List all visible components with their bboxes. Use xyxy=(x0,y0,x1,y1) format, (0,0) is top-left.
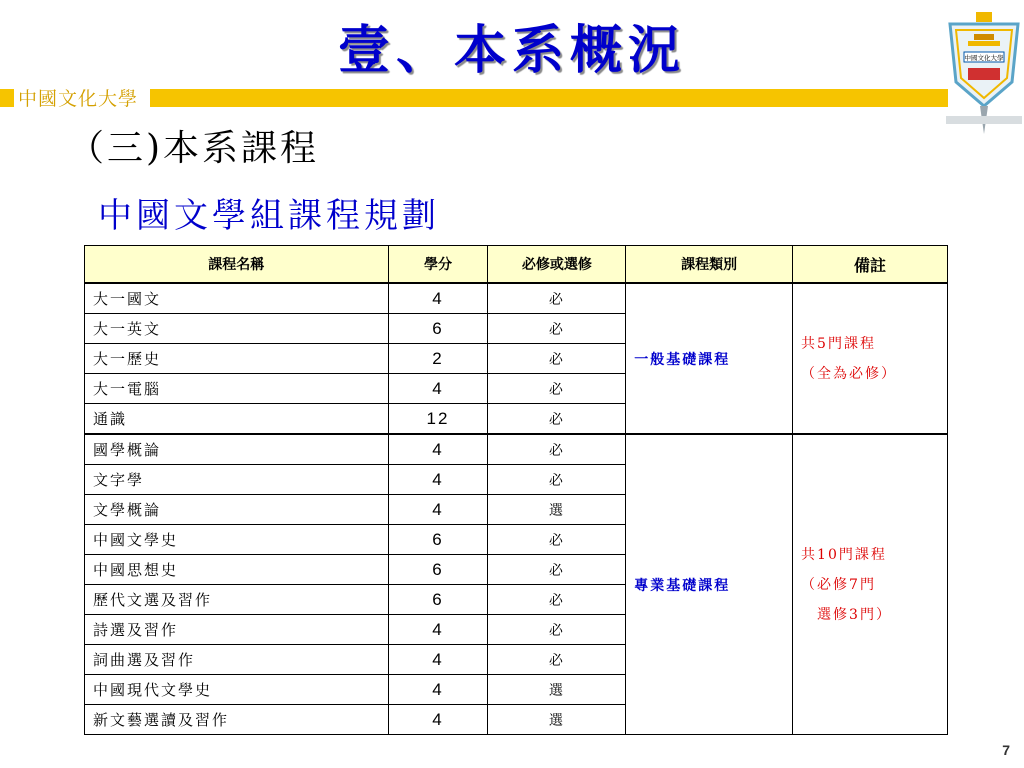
slide-title: 壹、本系概況 xyxy=(337,20,686,81)
header-required-elective: 必修或選修 xyxy=(488,246,626,284)
course-name: 中國文學史 xyxy=(85,525,389,555)
course-credits: 4 xyxy=(388,705,488,735)
course-credits: 4 xyxy=(388,675,488,705)
course-required: 必 xyxy=(488,645,626,675)
table-header-row xyxy=(85,246,948,284)
course-credits: 2 xyxy=(388,344,488,374)
category-notes xyxy=(793,283,948,434)
course-required: 選 xyxy=(488,495,626,525)
category-notes xyxy=(793,434,948,735)
header-notes: 備註 xyxy=(793,246,948,284)
header-category: 課程類別 xyxy=(626,246,793,284)
table-row xyxy=(85,434,948,465)
note-line: （必修7門 xyxy=(801,576,876,593)
course-credits: 4 xyxy=(388,434,488,465)
course-name: 大一英文 xyxy=(85,314,389,344)
note-line: （全為必修） xyxy=(801,365,898,382)
course-name: 大一電腦 xyxy=(85,374,389,404)
course-category: 專業基礎課程 xyxy=(626,434,793,735)
course-credits: 4 xyxy=(388,495,488,525)
course-credits: 6 xyxy=(388,555,488,585)
course-credits: 6 xyxy=(388,585,488,615)
course-required: 必 xyxy=(488,314,626,344)
section-title: 中國文學組課程規劃 xyxy=(98,196,440,236)
course-category: 一般基礎課程 xyxy=(626,283,793,434)
course-table xyxy=(84,245,948,735)
course-required: 選 xyxy=(488,705,626,735)
course-required: 必 xyxy=(488,374,626,404)
course-name: 新文藝選讀及習作 xyxy=(85,705,389,735)
header-band-right xyxy=(150,89,948,107)
course-required: 必 xyxy=(488,283,626,314)
course-name: 詩選及習作 xyxy=(85,615,389,645)
course-required: 必 xyxy=(488,465,626,495)
university-emblem-icon xyxy=(946,12,1022,134)
university-name: 中國文化大學 xyxy=(18,88,139,110)
course-required: 必 xyxy=(488,404,626,435)
course-credits: 4 xyxy=(388,374,488,404)
course-name: 大一歷史 xyxy=(85,344,389,374)
course-credits: 4 xyxy=(388,283,488,314)
course-name: 通識 xyxy=(85,404,389,435)
course-credits: 6 xyxy=(388,525,488,555)
course-name: 大一國文 xyxy=(85,283,389,314)
note-line: 共5門課程 xyxy=(801,335,876,352)
page-number: 7 xyxy=(1002,742,1010,758)
note-line: 共10門課程 xyxy=(801,546,887,563)
course-name: 中國思想史 xyxy=(85,555,389,585)
course-name: 中國現代文學史 xyxy=(85,675,389,705)
subtitle: （三)本系課程 xyxy=(68,128,320,169)
course-name: 文學概論 xyxy=(85,495,389,525)
course-required: 必 xyxy=(488,525,626,555)
course-required: 必 xyxy=(488,555,626,585)
course-required: 必 xyxy=(488,585,626,615)
course-credits: 6 xyxy=(388,314,488,344)
header-credits: 學分 xyxy=(388,246,488,284)
header-band-left xyxy=(0,89,14,107)
course-required: 必 xyxy=(488,434,626,465)
course-name: 歷代文選及習作 xyxy=(85,585,389,615)
table-row xyxy=(85,283,948,314)
course-required: 必 xyxy=(488,615,626,645)
header-course-name: 課程名稱 xyxy=(85,246,389,284)
course-required: 必 xyxy=(488,344,626,374)
course-credits: 4 xyxy=(388,645,488,675)
course-name: 文字學 xyxy=(85,465,389,495)
course-credits: 4 xyxy=(388,465,488,495)
course-name: 詞曲選及習作 xyxy=(85,645,389,675)
course-name: 國學概論 xyxy=(85,434,389,465)
course-required: 選 xyxy=(488,675,626,705)
course-credits: 12 xyxy=(388,404,488,435)
note-line: 選修3門） xyxy=(801,606,892,623)
emblem-text: 中國文化大學 xyxy=(964,54,1004,62)
course-credits: 4 xyxy=(388,615,488,645)
